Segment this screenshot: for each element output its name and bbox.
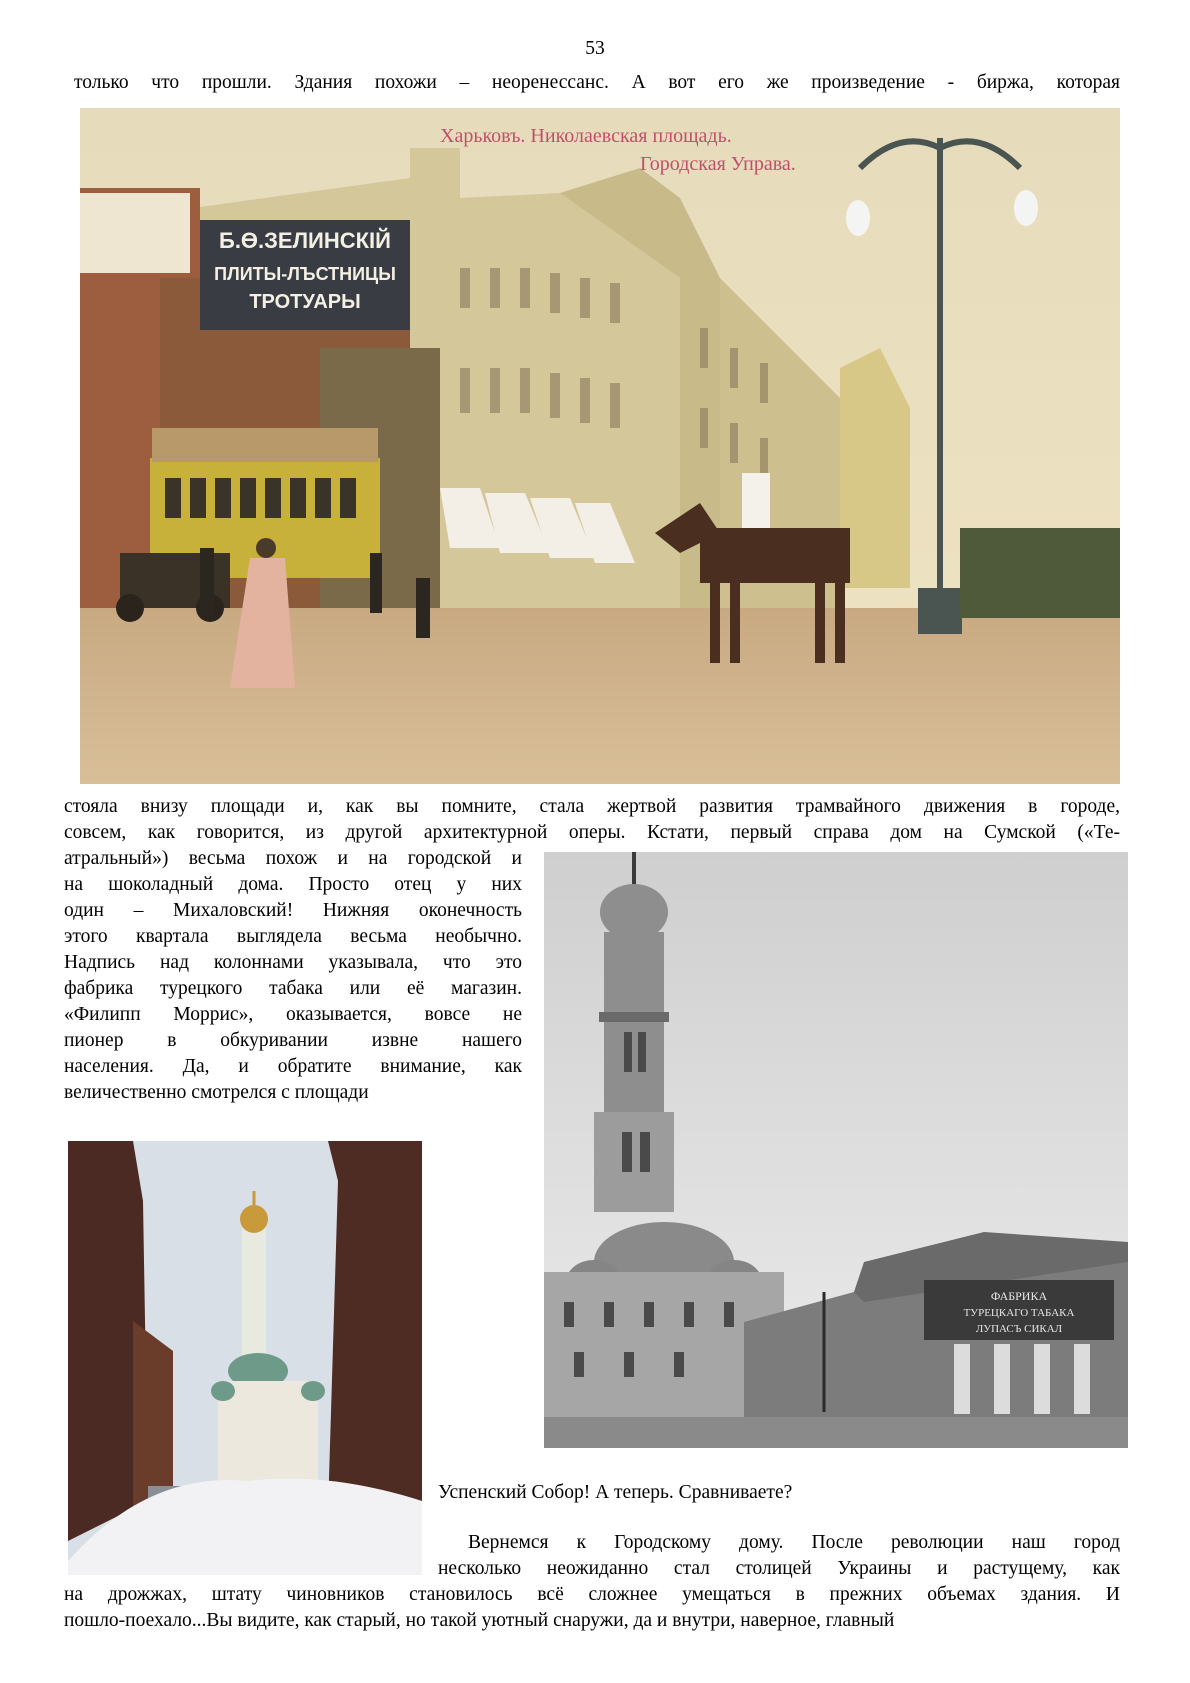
sign-line-2: ПЛИТЫ-ЛЪСТНИЦЫ (214, 264, 396, 284)
paragraph2-line4: пошло-поехало...Вы видите, как старый, но такой уютный снаружи, да и внутри, наверное, главный (64, 1610, 895, 1631)
sign-line-1: Б.Ө.ЗЕЛИНСКІЙ (219, 228, 391, 253)
column-line: один – Михаловский! Нижняя оконечность (64, 900, 522, 921)
winter-cathedral-photo (68, 1141, 422, 1575)
column-line: Надпись над колоннами указывала, что это (64, 952, 522, 973)
paragraph2-line1: Вернемся к Городскому дому. После революции наш город (468, 1532, 1120, 1553)
column-line: атральный») весьма похож и на городской и (64, 848, 522, 869)
bw-street (544, 1417, 1128, 1448)
column-line: фабрика турецкого табака или её магазин. (64, 978, 522, 999)
column-line: пионер в обкуривании извне нашего (64, 1030, 522, 1051)
page-number: 53 (585, 38, 605, 59)
bell-tower (594, 884, 674, 1212)
factory-sign-line-2: ТУРЕЦКАГО ТАБАКА (963, 1307, 1075, 1319)
column-line: этого квартала выглядела весьма необычно. (64, 926, 522, 947)
factory-sign-line-3: ЛУПАСЪ СИКАЛ (975, 1323, 1063, 1335)
postcard-caption-1: Харьковъ. Николаевская площадь. (440, 125, 732, 147)
postcard-photo (80, 108, 1120, 784)
cathedral-caption: Успенский Собор! А теперь. Сравниваете? (438, 1482, 793, 1503)
trees (960, 528, 1120, 618)
square-ground (80, 608, 1120, 784)
cathedral-bw-photo (544, 852, 1128, 1448)
postcard-caption-2: Городская Управа. (640, 153, 796, 175)
column-text (64, 846, 522, 1106)
paragraph1-line2: совсем, как говорится, из другой архитектурной оперы. Кстати, первый справа дом на Сумской («Те- (64, 822, 1120, 843)
paragraph1-line1: стояла внизу площади и, как вы помните, стала жертвой развития трамвайного движения в городе, (64, 796, 1120, 817)
right-building (328, 1141, 422, 1541)
column-line: величественно смотрелся с площади (64, 1082, 369, 1103)
paragraph2-line2: несколько неожиданно стал столицей Украины и растущему, как (438, 1558, 1120, 1579)
column-line: «Филипп Моррис», оказывается, вовсе не (64, 1004, 522, 1025)
top-text-line: только что прошли. Здания похожи – неоренессанс. А вот его же произведение - биржа, которая (74, 72, 1120, 93)
paragraph2-line3: на дрожжах, штату чиновников становилось всё сложнее умещаться в прежних объемах здания. И (64, 1584, 1120, 1605)
factory-sign-line-1: ФАБРИКА (990, 1289, 1048, 1303)
column-line: на шоколадный дома. Просто отец у них (64, 874, 522, 895)
column-line: населения. Да, и обратите внимание, как (64, 1056, 522, 1077)
sign-line-3: ТРОТУАРЫ (249, 291, 361, 313)
